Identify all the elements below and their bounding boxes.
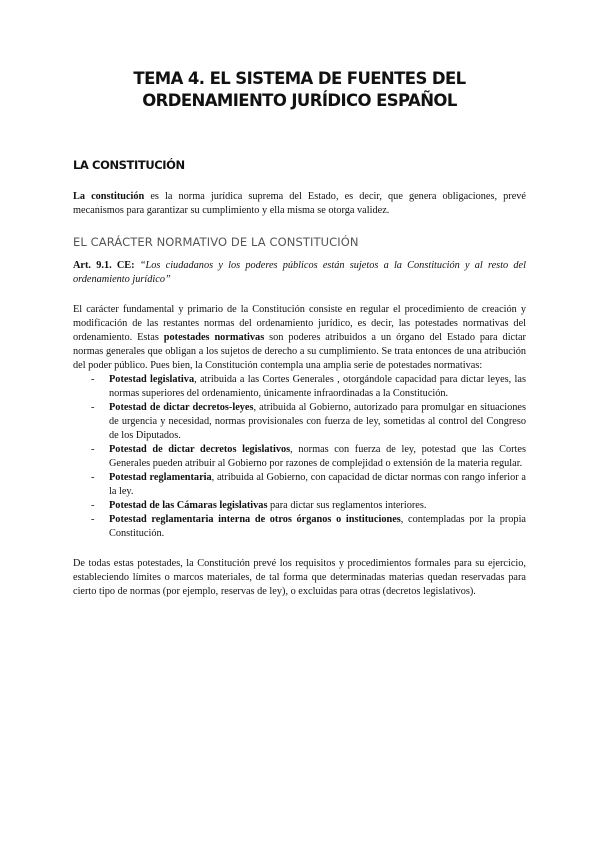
power-description: , atribuida a las Cortes Generales , otorgándole capacidad para dictar leyes, las normas superiores del ordenamiento, únicamente infraordinadas a la Constitución.	[109, 374, 526, 399]
list-item	[91, 401, 526, 443]
power-description: para dictar sus reglamentos interiores.	[267, 500, 427, 511]
body-text-1: El carácter fundamental y primario de la Constitución consiste en regular el procedimiento de creación y modificación de las restantes normas del ordenamiento jurídico, es decir, las potestades normativas del ordenamiento. Estas	[73, 304, 526, 343]
power-description: , contempladas por la propia Constitución.	[109, 514, 527, 539]
power-description: , atribuida al Gobierno, con capacidad de dictar normas con rango inferior a la ley.	[109, 472, 527, 497]
body-term: potestades normativas	[163, 332, 265, 343]
power-name: Potestad reglamentaria interna de otros órganos o instituciones	[109, 514, 401, 525]
subsection-heading: EL CARÁCTER NORMATIVO DE LA CONSTITUCIÓN	[73, 235, 359, 249]
power-name: Potestad legislativa	[109, 374, 195, 385]
power-name: Potestad de dictar decretos-leyes	[109, 402, 254, 413]
page-title: TEMA 4. EL SISTEMA DE FUENTES DEL ORDENAMIENTO JURÍDICO ESPAÑOL	[133, 69, 466, 110]
closing-paragraph: De todas estas potestades, la Constitución prevé los requisitos y procedimientos formales para su ejercicio, estableciendo límites o marcos materiales, de tal forma que determinadas materias quedan reservadas para cierto tipo de normas (por ejemplo, reservas de ley), o excluidas para otras (decretos legislativos).	[73, 558, 526, 597]
article-citation	[73, 259, 526, 287]
list-bullet: -	[91, 402, 95, 413]
power-name: Potestad reglamentaria	[109, 472, 212, 483]
list-item	[91, 373, 526, 401]
body-text-2: son poderes atribuidos a un órgano del Estado para dictar normas generales que obligan a los sujetos de derecho a su cumplimiento. Se trata entonces de una atribución del poder público. Pues bien, la Constitución contempla una amplia serie de potestades normativas:	[73, 332, 526, 371]
document-page	[73, 68, 526, 599]
article-ref: Art. 9.1. CE:	[73, 260, 135, 271]
powers-list	[73, 373, 526, 541]
section-heading: LA CONSTITUCIÓN	[73, 158, 185, 172]
power-name: Potestad de las Cámaras legislativas	[109, 500, 268, 511]
list-bullet: -	[91, 472, 95, 483]
list-bullet: -	[91, 500, 95, 511]
list-item	[91, 471, 526, 499]
list-item	[91, 513, 526, 541]
body-paragraph	[73, 303, 526, 373]
power-name: Potestad de dictar decretos legislativos	[109, 444, 291, 455]
intro-text: es la norma jurídica suprema del Estado, es decir, que genera obligaciones, prevé mecanismos para garantizar su cumplimiento y ella misma se otorga validez.	[73, 191, 526, 216]
list-bullet: -	[91, 444, 95, 455]
power-description: , normas con fuerza de ley, potestad que las Cortes Generales pueden atribuir al Gobierno por razones de complejidad o extensión de la materia regular.	[109, 444, 526, 469]
list-bullet: -	[91, 374, 95, 385]
intro-term: La constitución	[73, 191, 145, 202]
intro-paragraph	[73, 190, 526, 218]
list-item	[91, 443, 526, 471]
power-description: , atribuida al Gobierno, autorizado para promulgar en situaciones de urgencia y necesidad, normas provisionales con fuerza de ley, sometidas al control del Congreso de los Diputados.	[109, 402, 526, 441]
article-quote: “Los ciudadanos y los poderes públicos están sujetos a la Constitución y al resto del ordenamiento jurídico”	[73, 260, 526, 285]
list-item	[91, 499, 526, 513]
list-bullet: -	[91, 514, 95, 525]
